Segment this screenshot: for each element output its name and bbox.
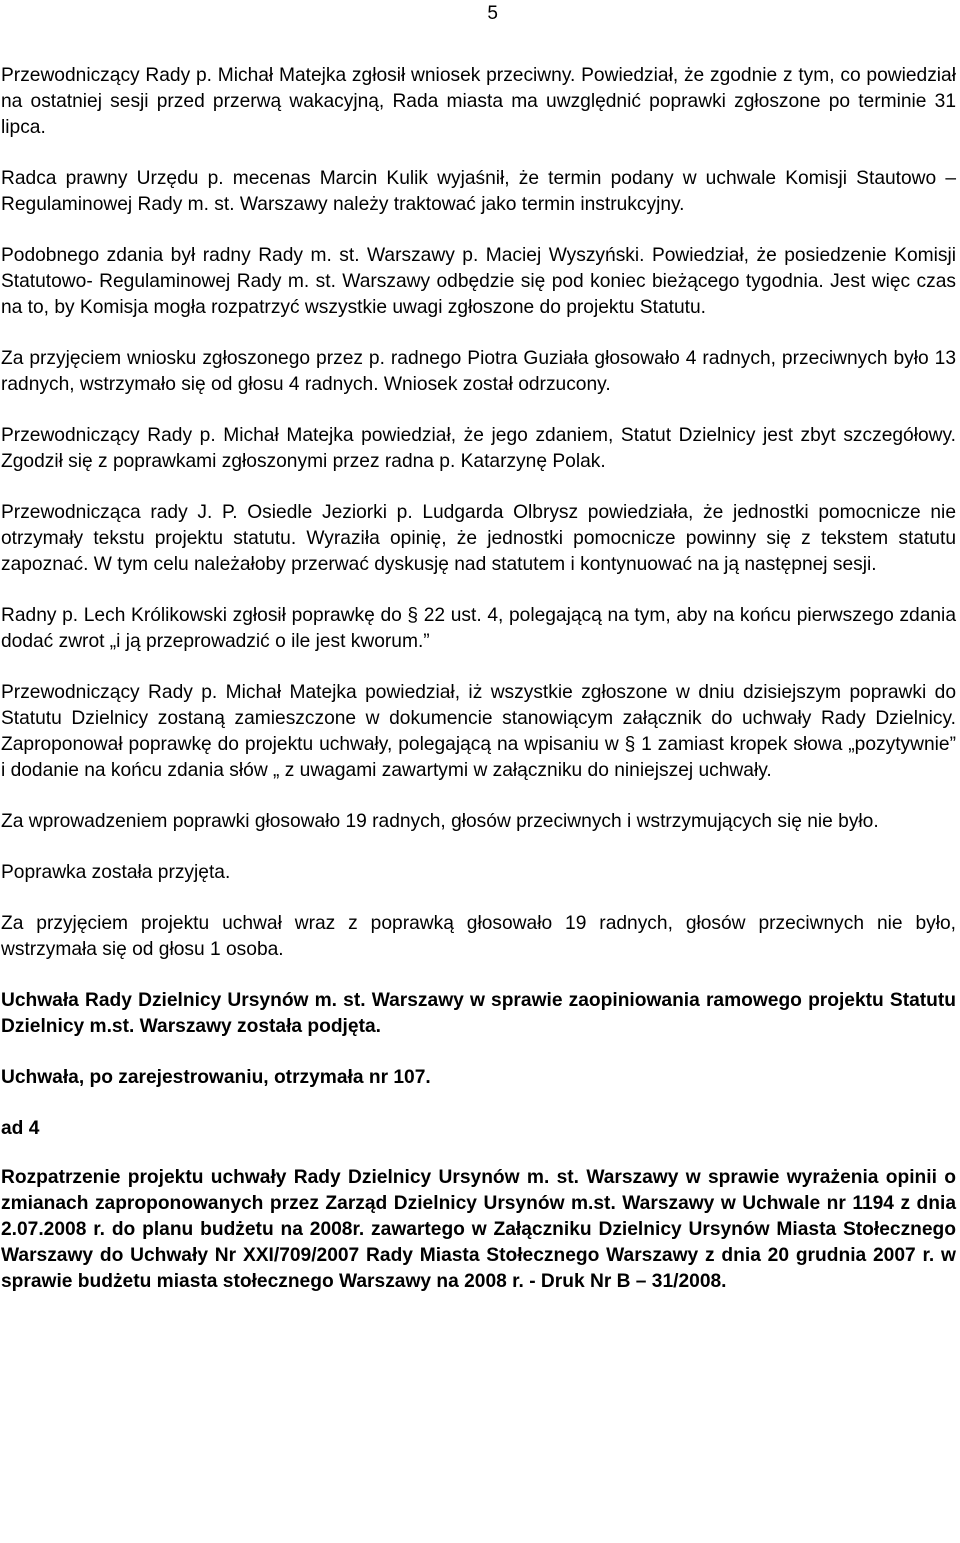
document-body	[1, 63, 956, 1320]
paragraph-kulik-explanation: Radca prawny Urzędu p. mecenas Marcin Kulik wyjaśnił, że termin podany w uchwale Komisji Stautowo – Regulaminowej Rady m. st. Warszawy należy traktować jako termin instrukcyjny.	[1, 168, 956, 215]
paragraph-matejka-statute: Przewodniczący Rady p. Michał Matejka powiedział, że jego zdaniem, Statut Dzielnicy jest zbyt szczegółowy. Zgodził się z poprawkami zgłoszonymi przez radna p. Katarzynę Polak.	[1, 425, 956, 472]
paragraph-vote-motion-rejected: Za przyjęciem wniosku zgłoszonego przez p. radnego Piotra Guziała głosowało 4 radnych, przeciwnych było 13 radnych, wstrzymało się od głosu 4 radnych. Wniosek został odrzucony.	[1, 348, 956, 395]
agenda-item-heading: ad 4	[1, 1118, 40, 1139]
page-number: 5	[487, 3, 498, 24]
paragraph-resolution-number: Uchwała, po zarejestrowaniu, otrzymała nr 107.	[1, 1067, 431, 1088]
paragraph-vote-resolution: Za przyjęciem projektu uchwał wraz z poprawką głosowało 19 radnych, głosów przeciwnych nie było, wstrzymała się od głosu 1 osoba.	[1, 913, 956, 960]
paragraph-krolikowski-amendment: Radny p. Lech Królikowski zgłosił poprawkę do § 22 ust. 4, polegającą na tym, aby na końcu pierwszego zdania dodać zwrot „i ją przeprowadzić o ile jest kworum.”	[1, 605, 956, 652]
paragraph-wyszynski-opinion: Podobnego zdania był radny Rady m. st. Warszawy p. Maciej Wyszyński. Powiedział, że posiedzenie Komisji Statutowo- Regulaminowej Rady m. st. Warszawy odbędzie się pod koniec bieżącego tygodnia. Jest więc czas na to, by Komisja mogła rozpatrzyć wszystkie uwagi zgłoszone do projektu Statutu.	[1, 245, 956, 318]
paragraph-matejka-motion: Przewodniczący Rady p. Michał Matejka zgłosił wniosek przeciwny. Powiedział, że zgodnie z tym, co powiedział na ostatniej sesji przed przerwą wakacyjną, Rada miasta ma uwzględnić poprawki zgłoszone po terminie 31 lipca.	[1, 65, 956, 138]
paragraph-amendment-adopted: Poprawka została przyjęta.	[1, 862, 231, 883]
paragraph-resolution-adopted: Uchwała Rady Dzielnicy Ursynów m. st. Warszawy w sprawie zaopiniowania ramowego projektu Statutu Dzielnicy m.st. Warszawy została podjęta.	[1, 990, 956, 1037]
paragraph-matejka-amendment: Przewodniczący Rady p. Michał Matejka powiedział, iż wszystkie zgłoszone w dniu dzisiejszym poprawki do Statutu Dzielnicy zostaną zamieszczone w dokumencie stanowiącym załącznik do uchwały Rady Dzielnicy. Zaproponował poprawkę do projektu uchwały, polegającą na wpisaniu w § 1 zamiast kropek słowa „pozytywnie” i dodanie na końcu zdania słów „ z uwagami zawartymi w załączniku do niniejszej uchwały.	[1, 682, 956, 781]
paragraph-agenda-item-4: Rozpatrzenie projektu uchwały Rady Dzielnicy Ursynów m. st. Warszawy w sprawie wyrażenia opinii o zmianach zaproponowanych przez Zarząd Dzielnicy Ursynów m.st. Warszawy w Uchwale nr 1194 z dnia 2.07.2008 r. do planu budżetu na 2008r. zawartego w Załączniku Dzielnicy Ursynów Miasta Stołecznego Warszawy do Uchwały Nr XXI/709/2007 Rady Miasta Stołecznego Warszawy z dnia 20 grudnia 2007 r. w sprawie budżetu miasta stołecznego Warszawy na 2008 r. - Druk Nr B – 31/2008.	[1, 1167, 956, 1292]
paragraph-vote-amendment: Za wprowadzeniem poprawki głosowało 19 radnych, głosów przeciwnych i wstrzymujących się nie było.	[1, 811, 879, 832]
paragraph-olbrysz-statement: Przewodnicząca rady J. P. Osiedle Jeziorki p. Ludgarda Olbrysz powiedziała, że jednostki pomocnicze nie otrzymały tekstu projektu statutu. Wyraziła opinię, że jednostki pomocnicze powinny się z tekstem statutu zapoznać. W tym celu należałoby przerwać dyskusję nad statutem i kontynuować na ją następnej sesji.	[1, 502, 956, 575]
